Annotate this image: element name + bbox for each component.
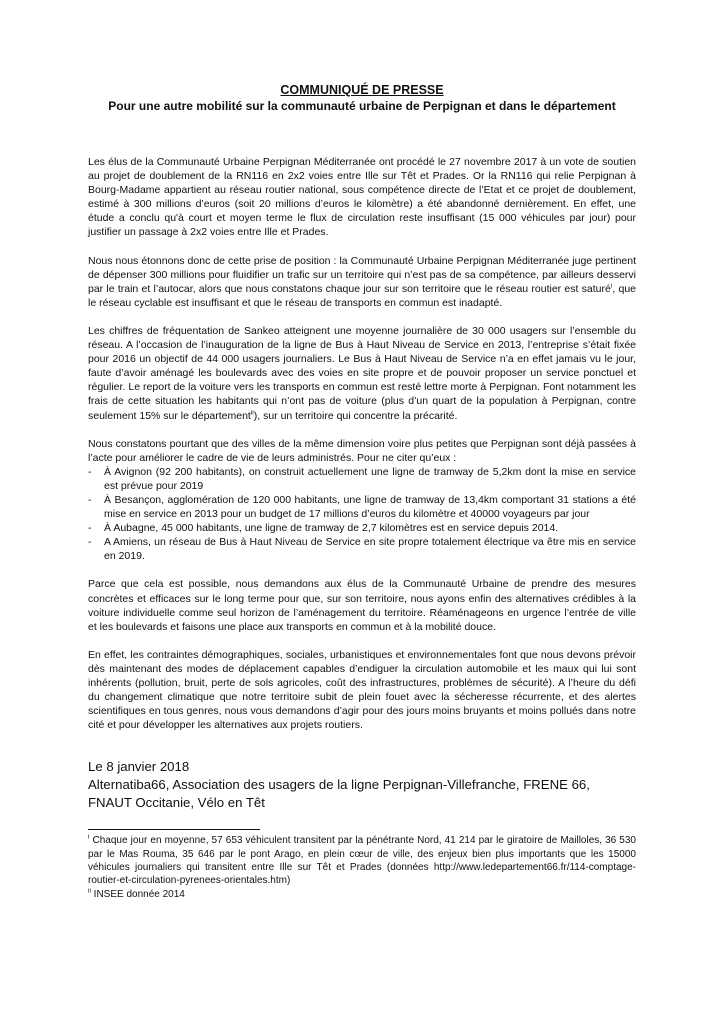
footnote-1-text: Chaque jour en moyenne, 57 653 véhiculent transitent par la pénétrante Nord, 41 214 par le giratoire de Mailloles, 36 530 par le Mas Rouma, 35 646 par le pont Arago, en plein cœur de ville, des enjeux bien plus importants que les 15000 véhicules journaliers qui transitent entre Ille sur Têt et Prades (données http://www.ledepartement66.fr/114-comptage-routier-et-circulation-pyrenees-orientales.htm)	[88, 835, 636, 887]
paragraph-constraints: En effet, les contraintes démographiques, sociales, urbanistiques et environnementales font que nous devons prévoir dès maintenant des modes de déplacement capables d’endiguer la circulation automobile et les maux qui lui sont inhérents (pollution, bruit, perte de sols agricoles, coût des infrastructures, problèmes de sécurité). A l’heure du défi du changement climatique que notre territoire subit de plein fouet avec la sécheresse récurrente, et des alertes scientifiques en tous genres, nous vous demandons d’agir pour des jours moins bruyants et moins pollués dans notre cité et pour développer les alternatives aux projets routiers.	[88, 648, 636, 732]
paragraph-sankeo-text-b: ), sur un territoire qui concentre la précarité.	[253, 409, 458, 422]
cities-list	[88, 465, 636, 564]
paragraph-vote-rn116: Les élus de la Communauté Urbaine Perpignan Méditerranée ont procédé le 27 novembre 2017 à un vote de soutien au projet de doublement de la RN116 en 2x2 voies entre Ille sur Têt et Prades. Or la RN116 qui relie Perpignan à Bourg-Madame appartient au réseau routier national, sous compétence directe de l’Etat et ce projet de doublement, estimé à 300 millions d’euros (soit 20 millions d’euros le kilomètre) a été abandonné dernièrement. En effet, une étude a conclu qu'à court et moyen terme le flux de circulation reste insuffisant (15 000 véhicules par jour) pour justifier un passage à 2x2 voies entre Ille et Prades.	[88, 156, 636, 239]
footnote-ref-2[interactable]: ii	[250, 409, 254, 416]
paragraph-position	[88, 254, 636, 310]
signature-date: Le 8 janvier 2018	[88, 759, 190, 775]
list-item-besancon: - À Besançon, agglomération de 120 000 habitants, une ligne de tramway de 13,4km comportant 31 stations a été mise en service en 2013 pour un budget de 17 millions d’euros du kilomètre et 40000 voyageurs par jour	[88, 493, 636, 521]
press-release-page	[88, 82, 636, 901]
list-item-avignon: - À Avignon (92 200 habitants), on construit actuellement une ligne de tramway de 5,2km dont la mise en service est prévue pour 2019	[88, 465, 636, 493]
page-subtitle: Pour une autre mobilité sur la communauté urbaine de Perpignan et dans le département	[108, 99, 616, 113]
footnote-2	[88, 888, 636, 901]
footnote-ref-1[interactable]: i	[610, 282, 613, 290]
footnote-2-text: INSEE donnée 2014	[90, 888, 185, 900]
page-title: COMMUNIQUÉ DE PRESSE	[280, 83, 444, 97]
footnote-2-marker: ii	[88, 887, 91, 895]
paragraph-position-text-a: Nous nous étonnons donc de cette prise de position : la Communauté Urbaine Perpignan Méditerranée juge pertinent de dépenser 300 millions pour fluidifier un trafic sur un territoire qui n’est pas de sa compétence, par ailleurs desservi par le train et l’autocar, alors que nous constatons chaque jour sur son territoire que le réseau routier est saturé	[88, 254, 636, 295]
footnote-divider	[88, 829, 260, 830]
signature-block	[88, 758, 636, 811]
paragraph-sankeo	[88, 324, 636, 423]
list-item-aubagne: - À Aubagne, 45 000 habitants, une ligne de tramway de 2,7 kilomètres est en service depuis 2014.	[88, 521, 636, 535]
signature-signatories: Alternatiba66, Association des usagers de la ligne Perpignan-Villefranche, FRENE 66, FNAUT Occitanie, Vélo en Têt	[88, 776, 590, 810]
list-item-amiens: - A Amiens, un réseau de Bus à Haut Niveau de Service en site propre totalement électrique va être mis en service en 2019.	[88, 535, 636, 563]
footnote-1-marker: i	[88, 833, 90, 841]
paragraph-sankeo-text-a: Les chiffres de fréquentation de Sankeo atteignent une moyenne journalière de 30 000 usagers sur l’ensemble du réseau. A l’occasion de l’inauguration de la ligne de Bus à Haut Niveau de Service en 2013, l’entreprise s’était fixée pour 2016 un objectif de 44 000 usagers journaliers. Le Bus à Haut Niveau de Service n’a en effet jamais vu le jour, faute d’avoir aménagé les boulevards avec des voies en site propre et de pouvoir proposer un service ponctuel et régulier. Le report de la voiture vers les transports en commun est resté lettre morte à Perpignan. Font notamment les frais de cette situation les habitants qui n’ont pas de voiture (plus d’un quart de la population à Perpignan, contre seulement 15% sur le département	[88, 324, 636, 422]
paragraph-cities-intro: Nous constatons pourtant que des villes de la même dimension voire plus petites que Perpignan sont déjà passées à l’acte pour améliorer le cadre de vie de leurs administrés. Pour ne citer qu’eux :	[88, 437, 636, 464]
footnote-1	[88, 834, 636, 888]
paragraph-demand: Parce que cela est possible, nous demandons aux élus de la Communauté Urbaine de prendre des mesures concrètes et efficaces sur le long terme pour que, sur son territoire, nous ayons enfin des alternatives crédibles à la voiture individuelle comme seul horizon de l’aménagement du territoire. Réaménageons en urgence l’entrée de ville et les boulevards et faisons une place aux transports en commun et à la mobilité douce.	[88, 578, 636, 633]
paragraph-position-text-b: , que le réseau cyclable est insuffisant et que le réseau de transports en commun est inadapté.	[88, 282, 636, 309]
